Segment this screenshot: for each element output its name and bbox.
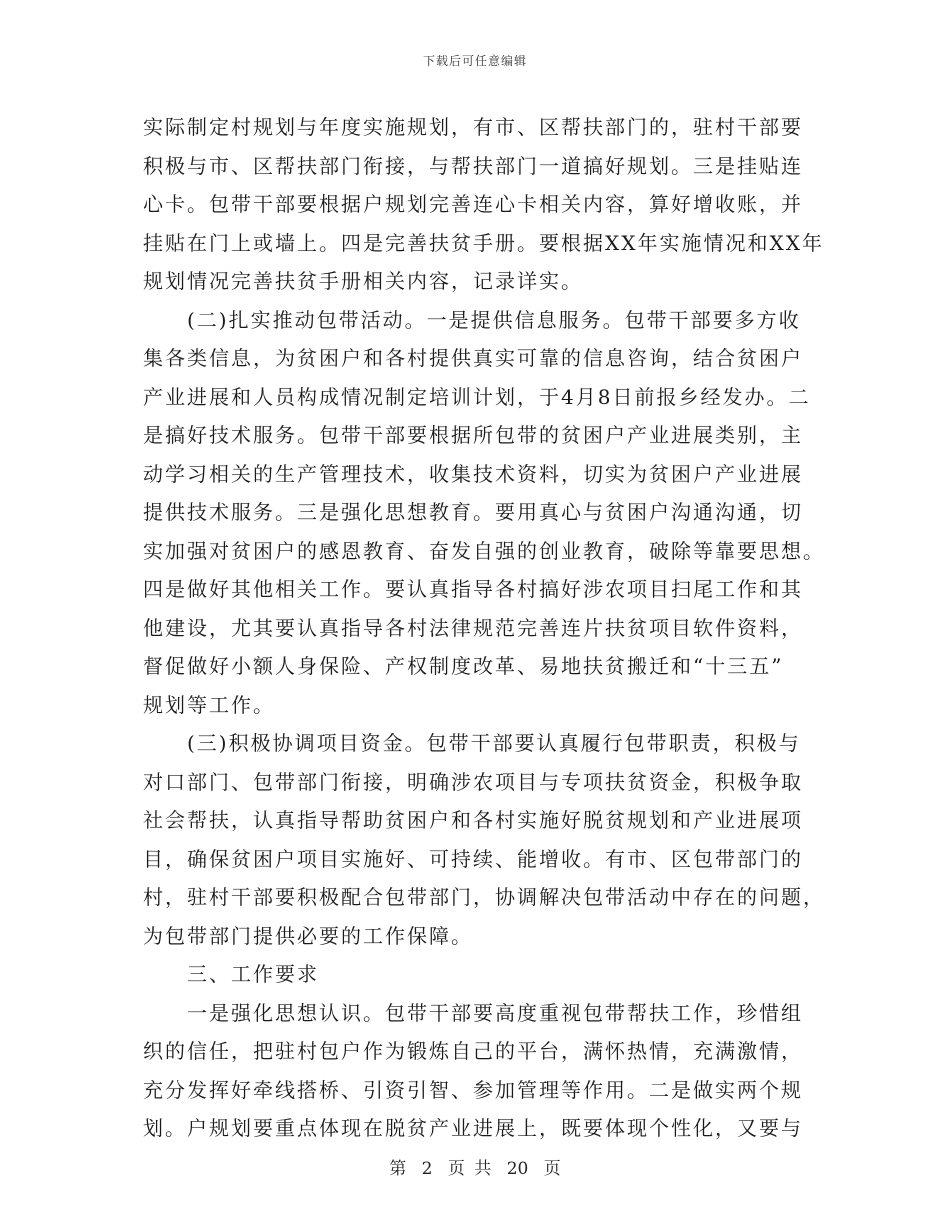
text-line: 规划等工作。 xyxy=(143,692,275,717)
text-line: 是搞好技术服务。包带干部要根据所包带的贫困户产业进展类别，主 xyxy=(143,423,803,447)
text-line: 为包带部门提供必要的工作保障。 xyxy=(143,923,473,948)
text-line: 对口部门、包带部门衔接，明确涉农项目与专项扶贫资金，积极争取 xyxy=(143,769,803,794)
page-footer xyxy=(0,1154,950,1179)
text-line: 三、工作要求 xyxy=(187,962,319,986)
footer-suffix: 页 xyxy=(543,1159,561,1179)
text-line: 实加强对贫困户的感恩教育、奋发自强的创业教育，破除等靠要思想。 xyxy=(143,538,825,563)
text-line: (二)扎实推动包带活动。一是提供信息服务。包带干部要多方收 xyxy=(187,307,801,332)
text-line: 积极与市、区帮扶部门衔接，与帮扶部门一道搞好规划。三是挂贴连 xyxy=(143,153,803,178)
text-line: 充分发挥好牵线搭桥、引资引智、参加管理等作用。二是做实两个规 xyxy=(143,1077,803,1102)
page-header: 下载后可任意编辑 xyxy=(422,54,527,68)
text-line: 实际制定村规划与年度实施规划，有市、区帮扶部门的，驻村干部要 xyxy=(143,115,803,139)
footer-page-number: 2 xyxy=(421,1159,433,1179)
text-line: 一是强化思想认识。包带干部要高度重视包带帮扶工作，珍惜组 xyxy=(187,1000,803,1025)
text-line: 他建设，尤其要认真指导各村法律规范完善连片扶贫项目软件资料， xyxy=(143,615,803,640)
text-line: 四是做好其他相关工作。要认真指导各村搞好涉农项目扫尾工作和其 xyxy=(143,577,803,601)
text-line: 目，确保贫困户项目实施好、可持续、能增收。有市、区包带部门的 xyxy=(143,846,803,871)
footer-total-pages: 20 xyxy=(506,1159,529,1179)
text-line: 规划情况完善扶贫手册相关内容，记录详实。 xyxy=(143,269,583,293)
text-line: 动学习相关的生产管理技术，收集技术资料，切实为贫困户产业进展 xyxy=(143,461,803,486)
text-line: 提供技术服务。三是强化思想教育。要用真心与贫困户沟通沟通，切 xyxy=(143,500,803,524)
text-line: 织的信任，把驻村包户作为锻炼自己的平台，满怀热情，充满激情， xyxy=(143,1039,803,1063)
text-line: 划。户规划要重点体现在脱贫产业进展上，既要体现个性化，又要与 xyxy=(143,1116,803,1140)
text-line: 心卡。包带干部要根据户规划完善连心卡相关内容，算好增收账，并 xyxy=(143,192,803,216)
footer-prefix: 第 xyxy=(389,1159,407,1179)
text-line: (三)积极协调项目资金。包带干部要认真履行包带职责，积极与 xyxy=(187,731,801,755)
text-line: 督促做好小额人身保险、产权制度改革、易地扶贫搬迁和“十三五” xyxy=(143,654,784,678)
text-line: 挂贴在门上或墙上。四是完善扶贫手册。要根据XX年实施情况和XX年 xyxy=(143,230,824,255)
text-line: 社会帮扶，认真指导帮助贫困户和各村实施好脱贫规划和产业进展项 xyxy=(143,808,803,832)
text-line: 集各类信息，为贫困户和各村提供真实可靠的信息咨询，结合贫困户 xyxy=(143,346,803,370)
text-line: 产业进展和人员构成情况制定培训计划，于4月8日前报乡经发办。二 xyxy=(143,384,811,409)
text-line: 村，驻村干部要积极配合包带部门，协调解决包带活动中存在的问题， xyxy=(143,885,825,909)
footer-middle: 页 共 xyxy=(447,1159,492,1179)
document-body xyxy=(143,108,825,1148)
